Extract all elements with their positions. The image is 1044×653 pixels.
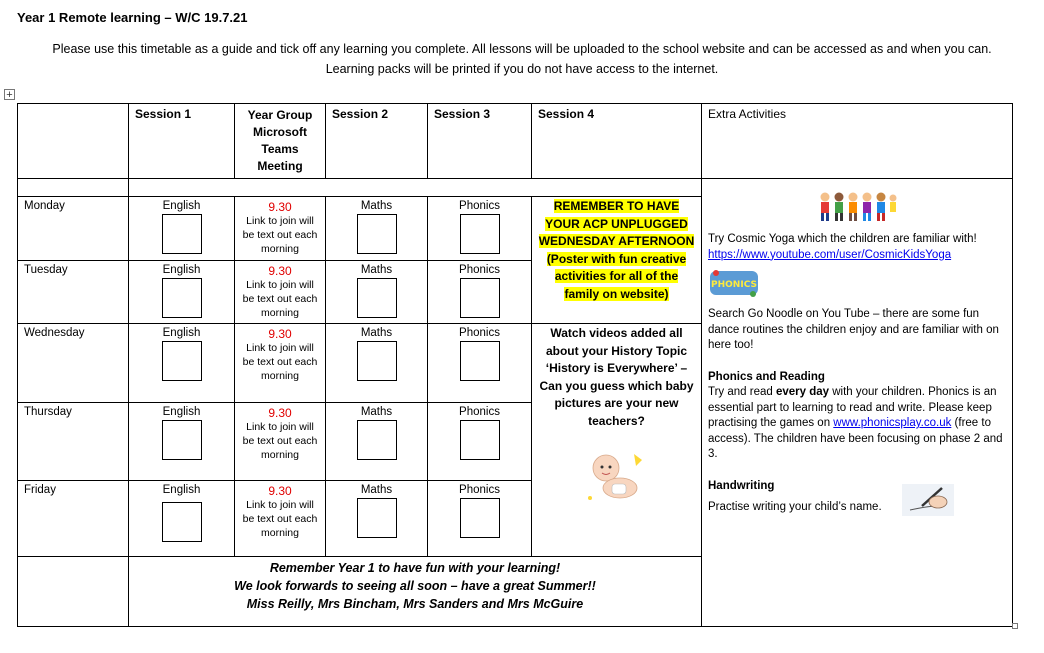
session3-cell [428, 261, 532, 324]
session3-cell [428, 481, 532, 557]
pencil-hand-icon [902, 484, 954, 522]
phonics-text-part: with your children. Phonics is an essential part to learning to read and write. Please keep practising the games on [708, 386, 997, 429]
tick-box-checkbox[interactable] [357, 214, 397, 254]
children-clipart-icon [708, 189, 1006, 229]
tick-box-checkbox[interactable] [162, 502, 202, 542]
header-teams-meeting: Year Group Microsoft Teams Meeting [235, 104, 326, 179]
meeting-note: Link to join will be text out each morning [242, 342, 318, 382]
session3-cell [428, 197, 532, 261]
header-session-2: Session 2 [326, 104, 428, 179]
session1-label: English [162, 484, 201, 496]
session1-cell [129, 197, 235, 261]
session1-label: English [162, 264, 201, 276]
day-label: Friday [18, 481, 129, 557]
phonics-text-part: Try and read [708, 386, 776, 398]
footer-line-1: Remember Year 1 to have fun with your learning! [269, 561, 561, 575]
header-extra-activities: Extra Activities [702, 104, 1013, 179]
session1-cell [129, 324, 235, 403]
intro-line-2: Learning packs will be printed if you do not have access to the internet. [325, 62, 719, 76]
document-title: Year 1 Remote learning – W/C 19.7.21 [17, 10, 248, 25]
phonics-logo-text: PHONICS [711, 280, 757, 290]
phonics-text-bold: every day [775, 386, 830, 398]
phonicsplay-link[interactable]: www.phonicsplay.co.uk [833, 417, 952, 429]
phonics-reading-heading: Phonics and Reading [708, 370, 825, 383]
teams-cell [235, 197, 326, 261]
intro-line-1: Please use this timetable as a guide and tick off any learning you complete. All lessons will be uploaded to the school website and can be accessed as and when you can. [52, 42, 992, 56]
session2-label: Maths [360, 406, 393, 418]
spacer-cell [18, 179, 129, 197]
session1-label: English [162, 200, 201, 212]
phonics-reading-text [708, 385, 1006, 463]
session2-cell [326, 481, 428, 557]
header-session-1: Session 1 [129, 104, 235, 179]
session3-label: Phonics [459, 327, 500, 339]
yoga-text: Try Cosmic Yoga which the children are familiar with! [708, 233, 977, 245]
cosmic-yoga-link[interactable]: https://www.youtube.com/user/CosmicKidsYoga [708, 248, 952, 261]
session1-label: English [162, 327, 201, 339]
handwriting-text: Practise writing your child’s name. [708, 501, 882, 513]
extra-activities-cell [702, 179, 1013, 627]
teams-cell [235, 403, 326, 481]
meeting-time: 9.30 [268, 264, 292, 278]
tick-box-checkbox[interactable] [357, 420, 397, 460]
session2-label: Maths [360, 264, 393, 276]
teams-cell [235, 261, 326, 324]
session2-label: Maths [360, 484, 393, 496]
tick-box-checkbox[interactable] [460, 278, 500, 318]
meeting-note: Link to join will be text out each morning [242, 279, 318, 319]
handwriting-heading: Handwriting [708, 479, 775, 492]
session1-cell [129, 261, 235, 324]
meeting-note: Link to join will be text out each morning [242, 499, 318, 539]
day-label: Wednesday [18, 324, 129, 403]
footer-empty [18, 557, 129, 627]
tick-box-checkbox[interactable] [460, 341, 500, 381]
timetable [17, 103, 1013, 627]
session2-cell [326, 403, 428, 481]
meeting-time: 9.30 [268, 484, 292, 498]
day-label: Monday [18, 197, 129, 261]
meeting-time: 9.30 [268, 327, 292, 341]
meeting-note: Link to join will be text out each morning [242, 215, 318, 255]
session2-cell [326, 324, 428, 403]
session1-cell [129, 481, 235, 557]
tick-box-checkbox[interactable] [357, 498, 397, 538]
session2-label: Maths [360, 327, 393, 339]
header-empty [18, 104, 129, 179]
tick-box-checkbox[interactable] [460, 498, 500, 538]
table-move-handle-icon[interactable]: + [4, 89, 15, 100]
meeting-time: 9.30 [268, 200, 292, 214]
tick-box-checkbox[interactable] [357, 278, 397, 318]
session3-label: Phonics [459, 264, 500, 276]
teams-cell [235, 481, 326, 557]
spacer-row [18, 179, 1013, 197]
session3-label: Phonics [459, 200, 500, 212]
header-session-4: Session 4 [532, 104, 702, 179]
reminder-highlight: REMEMBER TO HAVE YOUR ACP UNPLUGGED WEDNESDAY AFTERNOON (Poster with fun creative activities for all of the family on website) [538, 199, 695, 301]
footer-line-3: Miss Reilly, Mrs Bincham, Mrs Sanders and Mrs McGuire [246, 597, 584, 611]
session4-reminder-text [538, 198, 695, 303]
header-row [18, 104, 1013, 179]
header-session-3: Session 3 [428, 104, 532, 179]
session4-history-cell [532, 324, 702, 557]
phonics-text-part: (free to access). The children have been focusing on phase 2 and 3. [708, 417, 1003, 460]
session1-cell [129, 403, 235, 481]
tick-box-checkbox[interactable] [357, 341, 397, 381]
meeting-time: 9.30 [268, 406, 292, 420]
meeting-note: Link to join will be text out each morning [242, 421, 318, 461]
session2-cell [326, 197, 428, 261]
footer-line-2: We look forwards to seeing all soon – have a great Summer!! [234, 579, 596, 593]
phonics-logo-icon [708, 267, 1006, 301]
day-label: Thursday [18, 403, 129, 481]
session3-label: Phonics [459, 484, 500, 496]
tick-box-checkbox[interactable] [162, 341, 202, 381]
session4-reminder-cell [532, 197, 702, 324]
day-label: Tuesday [18, 261, 129, 324]
session3-cell [428, 324, 532, 403]
footer-message [129, 557, 702, 627]
tick-box-checkbox[interactable] [460, 420, 500, 460]
baby-clipart-icon [538, 448, 695, 509]
tick-box-checkbox[interactable] [162, 278, 202, 318]
session1-label: English [162, 406, 201, 418]
session3-cell [428, 403, 532, 481]
tick-box-checkbox[interactable] [162, 214, 202, 254]
go-noodle-text: Search Go Noodle on You Tube – there are some fun dance routines the children enjoy and are familiar with on here too! [708, 308, 999, 351]
tick-box-checkbox[interactable] [162, 420, 202, 460]
table-resize-handle-icon[interactable] [1012, 623, 1018, 629]
teams-cell [235, 324, 326, 403]
session3-label: Phonics [459, 406, 500, 418]
session2-cell [326, 261, 428, 324]
spacer-cell [129, 179, 702, 197]
intro-text [0, 39, 1044, 79]
history-topic-text: Watch videos added all about your History Topic ‘History is Everywhere’ – Can you guess which baby pictures are your new teachers? [539, 326, 694, 428]
tick-box-checkbox[interactable] [460, 214, 500, 254]
session2-label: Maths [360, 200, 393, 212]
